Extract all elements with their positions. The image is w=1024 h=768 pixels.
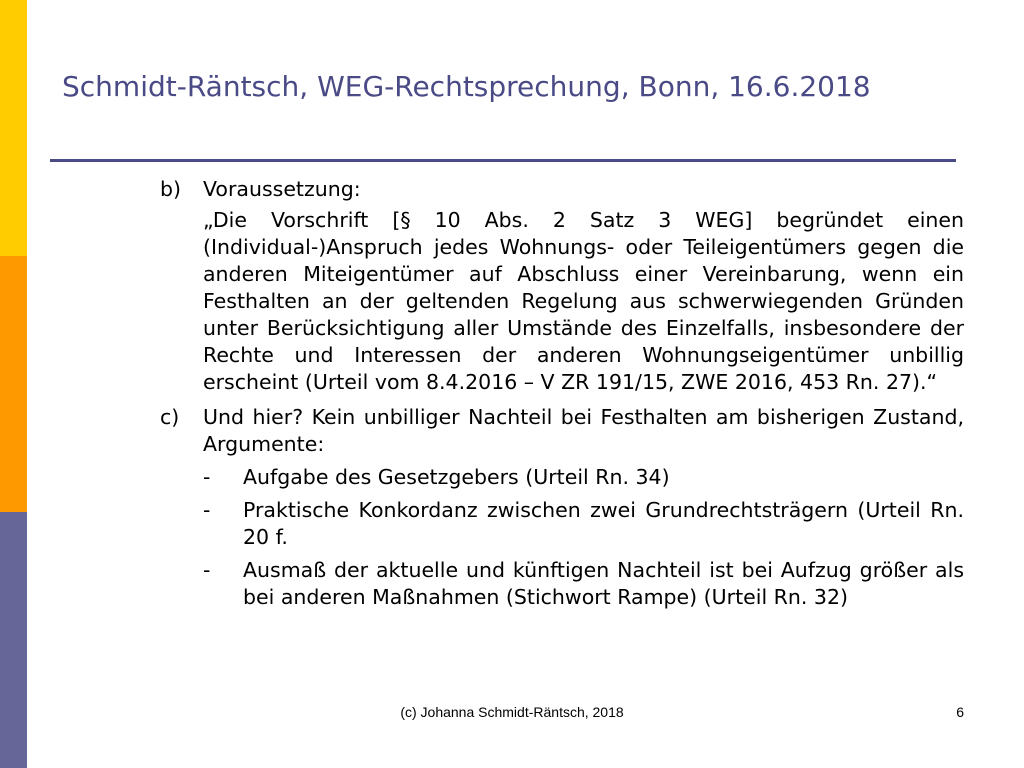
sub-item-2-dash: - (203, 498, 211, 522)
accent-bar-blue (0, 512, 27, 768)
item-c-marker: c) (160, 405, 180, 429)
sub-item-3 (203, 557, 964, 611)
sub-item-1-text: Aufgabe des Gesetzgebers (Urteil Rn. 34) (243, 465, 670, 489)
accent-bar-orange (0, 256, 27, 512)
sub-item-1 (203, 464, 964, 491)
item-b (160, 176, 964, 203)
sub-item-3-dash: - (203, 558, 211, 582)
item-b-marker: b) (160, 177, 182, 201)
sub-item-2-text: Praktische Konkordanz zwischen zwei Grundrechtsträgern (Urteil Rn. 20 f. (243, 498, 964, 549)
slide-content (160, 176, 964, 611)
accent-bar-yellow (0, 0, 27, 256)
item-b-quote: „Die Vorschrift [§ 10 Abs. 2 Satz 3 WEG] begründet einen (Individual-)Anspruch jedes Wohnungs- oder Teileigentümers gegen die anderen Miteigentümer auf Abschluss einer Vereinbarung, wenn ein Festhalten an der geltenden Regelung aus schwerwiegenden Gründen unter Berücksichtigung aller Umstände des Einzelfalls, insbesondere der Rechte und Interessen der anderen Wohnungseigentümer unbillig erscheint (Urteil vom 8.4.2016 – V ZR 191/15, ZWE 2016, 453 Rn. 27).“ (203, 208, 964, 394)
slide-number: 6 (956, 704, 964, 720)
slide-title: Schmidt-Räntsch, WEG-Rechtsprechung, Bonn, 16.6.2018 (62, 70, 871, 103)
sub-item-1-dash: - (203, 465, 211, 489)
footer-copyright: (c) Johanna Schmidt-Räntsch, 2018 (400, 704, 624, 720)
title-divider (50, 159, 956, 162)
item-c-text: Und hier? Kein unbilliger Nachteil bei Festhalten am bisherigen Zustand, Argumente: (203, 405, 964, 456)
sub-item-3-text: Ausmaß der aktuelle und künftigen Nachteil ist bei Aufzug größer als bei anderen Maßnahmen (Stichwort Rampe) (Urteil Rn. 32) (243, 558, 964, 609)
item-b-heading: Voraussetzung: (203, 177, 361, 201)
item-c (160, 404, 964, 458)
sub-item-2 (203, 497, 964, 551)
